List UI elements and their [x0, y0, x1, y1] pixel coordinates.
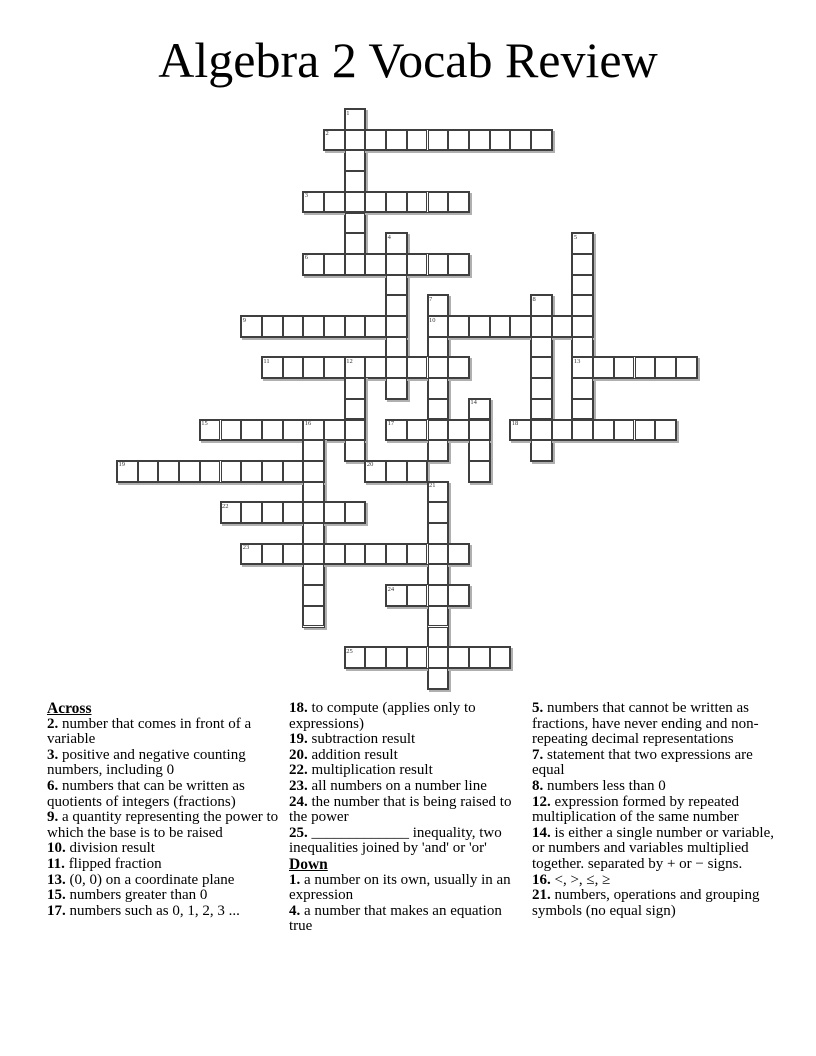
- grid-cell: [572, 378, 593, 399]
- clue-24: [289, 795, 527, 826]
- cell-number: 8: [532, 295, 536, 303]
- grid-cell: [386, 461, 407, 482]
- grid-cell: [448, 254, 469, 275]
- clue-4: [289, 904, 527, 935]
- grid-cell: [407, 130, 428, 151]
- clue-7: [532, 748, 776, 779]
- grid-cell: [365, 254, 386, 275]
- clue-17: [47, 904, 285, 920]
- clue-text: statement that two expressions are equal: [532, 746, 753, 779]
- clue-number: 18.: [289, 700, 308, 716]
- clue-21: [532, 888, 776, 919]
- cell-number: 15: [201, 420, 208, 427]
- grid-cell: [262, 461, 283, 482]
- grid-cell: [428, 130, 449, 151]
- clue-number: 4.: [289, 902, 301, 919]
- grid-cell: [407, 647, 428, 668]
- grid-cell: [572, 420, 593, 441]
- grid-cell: [428, 564, 449, 585]
- cell-number: 25: [346, 647, 353, 655]
- grid-cell: [365, 130, 386, 151]
- cell-number: 17: [387, 420, 395, 427]
- clue-text: a number that makes an equation true: [289, 902, 502, 935]
- grid-cell: [552, 420, 573, 441]
- grid-cell: [428, 440, 449, 461]
- cell-number: 12: [346, 357, 353, 365]
- page-title: Algebra 2 Vocab Review: [158, 32, 658, 88]
- grid-cell: [386, 647, 407, 668]
- grid-cell: [138, 461, 159, 482]
- clue-number: 2.: [47, 715, 59, 732]
- grid-cell: [262, 502, 283, 523]
- grid-cell: [614, 420, 635, 441]
- grid-cell: [345, 378, 366, 399]
- clue-text: addition result: [307, 746, 398, 763]
- grid-cell: [345, 150, 366, 171]
- grid-cell: [303, 564, 324, 585]
- grid-cell: [386, 544, 407, 565]
- grid-cell: [531, 337, 552, 358]
- clue-number: 5.: [532, 700, 544, 716]
- grid-cell: [179, 461, 200, 482]
- grid-cell: [428, 668, 449, 689]
- grid-cell: [365, 192, 386, 213]
- grid-cell: [303, 606, 324, 627]
- clue-23: [289, 779, 527, 795]
- grid-cell: [572, 254, 593, 275]
- grid-cell: [303, 316, 324, 337]
- grid-cell: [386, 316, 407, 337]
- grid-cell: [345, 130, 366, 151]
- grid-cell: [324, 254, 345, 275]
- cell-number: 16: [304, 420, 312, 427]
- grid-cell: [531, 378, 552, 399]
- grid-cell: [241, 420, 262, 441]
- cell-number: 14: [470, 399, 477, 407]
- grid-cell: [428, 502, 449, 523]
- clue-text: flipped fraction: [64, 855, 162, 872]
- clue-text: all numbers on a number line: [307, 777, 487, 794]
- grid-cell: [345, 420, 366, 441]
- grid-cell: [386, 192, 407, 213]
- grid-cell: [303, 440, 324, 461]
- grid-cell: [407, 192, 428, 213]
- clue-number: 8.: [532, 777, 544, 794]
- clue-number: 13.: [47, 871, 66, 888]
- clue-text: <, >, ≤, ≥: [550, 871, 611, 888]
- grid-cell: [635, 357, 656, 378]
- grid-cell: [345, 399, 366, 420]
- grid-cell: [428, 647, 449, 668]
- grid-cell: [241, 502, 262, 523]
- grid-cell: [428, 399, 449, 420]
- grid-cell: [490, 130, 511, 151]
- grid-cell: [345, 440, 366, 461]
- down-heading: Down: [289, 855, 328, 873]
- grid-cell: [407, 585, 428, 606]
- clue-18: [289, 701, 527, 732]
- grid-cell: [386, 295, 407, 316]
- grid-cell: [262, 316, 283, 337]
- grid-cell: [531, 399, 552, 420]
- clue-12: [532, 795, 776, 826]
- grid-cell: [448, 192, 469, 213]
- clue-22: [289, 763, 527, 779]
- grid-cell: [469, 440, 490, 461]
- clue-number: 10.: [47, 840, 66, 857]
- clue-2: [47, 717, 285, 748]
- clue-text: _____________ inequality, two inequalities joined by 'and' or 'or': [289, 824, 502, 857]
- grid-cell: [303, 482, 324, 503]
- grid-cell: [428, 523, 449, 544]
- clue-16: [532, 873, 776, 889]
- grid-cell: [262, 420, 283, 441]
- grid-cell: [324, 357, 345, 378]
- grid-cell: [345, 171, 366, 192]
- clue-15: [47, 888, 285, 904]
- cell-number: 4: [387, 233, 391, 241]
- grid-cell: [283, 420, 304, 441]
- crossword-grid: [117, 109, 697, 690]
- grid-cell: [469, 461, 490, 482]
- grid-cell: [407, 254, 428, 275]
- clue-14: [532, 826, 776, 873]
- grid-cell: [531, 130, 552, 151]
- grid-cell: [572, 337, 593, 358]
- grid-cell: [448, 420, 469, 441]
- grid-cell: [531, 420, 552, 441]
- cell-number: 22: [222, 502, 229, 510]
- grid-cell: [324, 316, 345, 337]
- grid-cell: [572, 399, 593, 420]
- clue-6: [47, 779, 285, 810]
- clue-number: 6.: [47, 777, 59, 794]
- grid-cell: [303, 502, 324, 523]
- cell-number: 10: [429, 316, 436, 324]
- grid-cell: [552, 316, 573, 337]
- clue-number: 12.: [532, 793, 551, 810]
- grid-cell: [510, 316, 531, 337]
- clue-text: subtraction result: [307, 731, 416, 748]
- grid-cell: [469, 647, 490, 668]
- grid-cell: [345, 502, 366, 523]
- grid-cell: [345, 233, 366, 254]
- grid-cell: [572, 295, 593, 316]
- clue-number: 3.: [47, 746, 59, 763]
- grid-cell: [676, 357, 697, 378]
- grid-cell: [386, 275, 407, 296]
- clues-column-2: [289, 701, 527, 935]
- across-heading: Across: [47, 700, 92, 717]
- grid-cell: [593, 357, 614, 378]
- clue-number: 21.: [532, 887, 551, 904]
- grid-cell: [241, 461, 262, 482]
- clue-text: division result: [65, 840, 155, 857]
- grid-cell: [490, 647, 511, 668]
- clue-number: 19.: [289, 731, 308, 748]
- grid-cell: [428, 337, 449, 358]
- grid-cell: [490, 316, 511, 337]
- grid-cell: [428, 585, 449, 606]
- grid-cell: [303, 544, 324, 565]
- grid-cell: [428, 254, 449, 275]
- cell-number: 20: [366, 461, 374, 469]
- clue-text: numbers such as 0, 1, 2, 3 ...: [65, 902, 240, 919]
- clue-number: 14.: [532, 824, 551, 841]
- clue-number: 24.: [289, 793, 308, 810]
- grid-cell: [428, 544, 449, 565]
- cell-number: 24: [387, 585, 395, 593]
- clue-text: (0, 0) on a coordinate plane: [65, 871, 235, 888]
- grid-cell: [365, 316, 386, 337]
- grid-cell: [593, 420, 614, 441]
- clue-text: expression formed by repeated multiplication of the same number: [532, 793, 740, 826]
- grid-cell: [428, 606, 449, 627]
- cell-number: 1: [346, 109, 350, 117]
- clue-8: [532, 779, 776, 795]
- grid-cell: [221, 420, 242, 441]
- grid-cell: [407, 420, 428, 441]
- grid-cell: [572, 275, 593, 296]
- clue-19: [289, 732, 527, 748]
- clue-number: 25.: [289, 824, 308, 841]
- grid-cell: [448, 316, 469, 337]
- grid-cell: [324, 544, 345, 565]
- cell-number: 7: [429, 295, 433, 303]
- grid-cell: [407, 461, 428, 482]
- grid-cell: [448, 585, 469, 606]
- clue-1: [289, 873, 527, 904]
- grid-cell: [386, 337, 407, 358]
- clue-text: number that comes in front of a variable: [47, 715, 252, 748]
- grid-cell: [345, 254, 366, 275]
- clue-number: 15.: [47, 887, 66, 904]
- grid-cell: [386, 130, 407, 151]
- clue-number: 16.: [532, 871, 551, 888]
- grid-cell: [262, 544, 283, 565]
- grid-cell: [386, 254, 407, 275]
- clue-number: 17.: [47, 902, 66, 919]
- cell-number: 5: [573, 233, 578, 241]
- grid-cell: [469, 420, 490, 441]
- grid-cell: [200, 461, 221, 482]
- cell-number: 13: [573, 357, 581, 365]
- grid-cell: [469, 316, 490, 337]
- grid-cell: [469, 130, 490, 151]
- grid-cell: [531, 316, 552, 337]
- clue-3: [47, 748, 285, 779]
- grid-cell: [324, 502, 345, 523]
- grid-cell: [572, 316, 593, 337]
- grid-cell: [345, 316, 366, 337]
- grid-cell: [345, 213, 366, 234]
- grid-cell: [448, 357, 469, 378]
- grid-cell: [407, 357, 428, 378]
- grid-cell: [221, 461, 242, 482]
- grid-cell: [428, 420, 449, 441]
- grid-cell: [448, 647, 469, 668]
- grid-cell: [655, 420, 676, 441]
- grid-cell: [158, 461, 179, 482]
- cell-number: 2: [325, 130, 329, 138]
- grid-cell: [407, 544, 428, 565]
- clue-number: 1.: [289, 871, 301, 888]
- grid-cell: [386, 378, 407, 399]
- grid-cell: [283, 357, 304, 378]
- grid-cell: [531, 357, 552, 378]
- clue-9: [47, 810, 285, 841]
- cell-number: 11: [263, 357, 270, 365]
- cell-number: 6: [304, 254, 309, 262]
- clue-text: a number on its own, usually in an expression: [289, 871, 511, 904]
- grid-cell: [303, 461, 324, 482]
- clue-text: numbers less than 0: [543, 777, 666, 794]
- clue-number: 11.: [47, 855, 65, 872]
- clue-text: numbers greater than 0: [65, 887, 208, 904]
- grid-cell: [324, 420, 345, 441]
- clue-number: 9.: [47, 809, 59, 826]
- grid-cell: [428, 378, 449, 399]
- grid-cell: [345, 544, 366, 565]
- clue-20: [289, 748, 527, 764]
- cell-number: 19: [118, 461, 125, 469]
- cell-number: 21: [429, 482, 436, 490]
- grid-cell: [531, 440, 552, 461]
- clue-text: multiplication result: [307, 762, 433, 779]
- clue-text: a quantity representing the power to which the base is to be raised: [47, 809, 279, 841]
- grid-cell: [345, 192, 366, 213]
- grid-cell: [365, 544, 386, 565]
- grid-cell: [283, 502, 304, 523]
- clue-text: positive and negative counting numbers, including 0: [47, 746, 246, 779]
- clue-number: 20.: [289, 746, 308, 763]
- cell-number: 9: [242, 316, 246, 324]
- cell-number: 3: [304, 192, 309, 200]
- cell-number: 23: [242, 544, 250, 552]
- grid-cell: [428, 627, 449, 648]
- grid-cell: [303, 585, 324, 606]
- cell-number: 18: [511, 420, 519, 427]
- grid-cell: [283, 544, 304, 565]
- grid-cell: [365, 357, 386, 378]
- clue-text: numbers, operations and grouping symbols (no equal sign): [532, 887, 760, 919]
- grid-cell: [283, 461, 304, 482]
- grid-cell: [386, 357, 407, 378]
- grid-cell: [303, 357, 324, 378]
- clues-column-3: [532, 701, 776, 919]
- grid-cell: [614, 357, 635, 378]
- clue-11: [47, 857, 285, 873]
- grid-cell: [283, 316, 304, 337]
- grid-cell: [510, 130, 531, 151]
- grid-cell: [448, 544, 469, 565]
- clue-text: is either a single number or variable, or numbers and variables multiplied together. separated by + or − signs.: [532, 824, 775, 872]
- clue-text: numbers that can be written as quotients of integers (fractions): [47, 777, 245, 810]
- grid-cell: [365, 647, 386, 668]
- grid-cell: [448, 130, 469, 151]
- clue-10: [47, 841, 285, 857]
- grid-cell: [428, 357, 449, 378]
- clues-column-1: [47, 701, 285, 919]
- clue-number: 7.: [532, 746, 544, 763]
- grid-cell: [324, 192, 345, 213]
- clue-number: 22.: [289, 762, 308, 779]
- clue-text: numbers that cannot be written as fractions, have never ending and non-repeating decimal representations: [532, 700, 759, 748]
- clue-25: [289, 826, 527, 857]
- clue-13: [47, 873, 285, 889]
- clue-number: 23.: [289, 777, 308, 794]
- clue-text: to compute (applies only to expressions): [289, 700, 476, 732]
- grid-cell: [635, 420, 656, 441]
- clue-text: the number that is being raised to the power: [289, 793, 512, 826]
- clue-5: [532, 701, 776, 748]
- grid-cell: [303, 523, 324, 544]
- grid-cell: [428, 192, 449, 213]
- grid-cell: [655, 357, 676, 378]
